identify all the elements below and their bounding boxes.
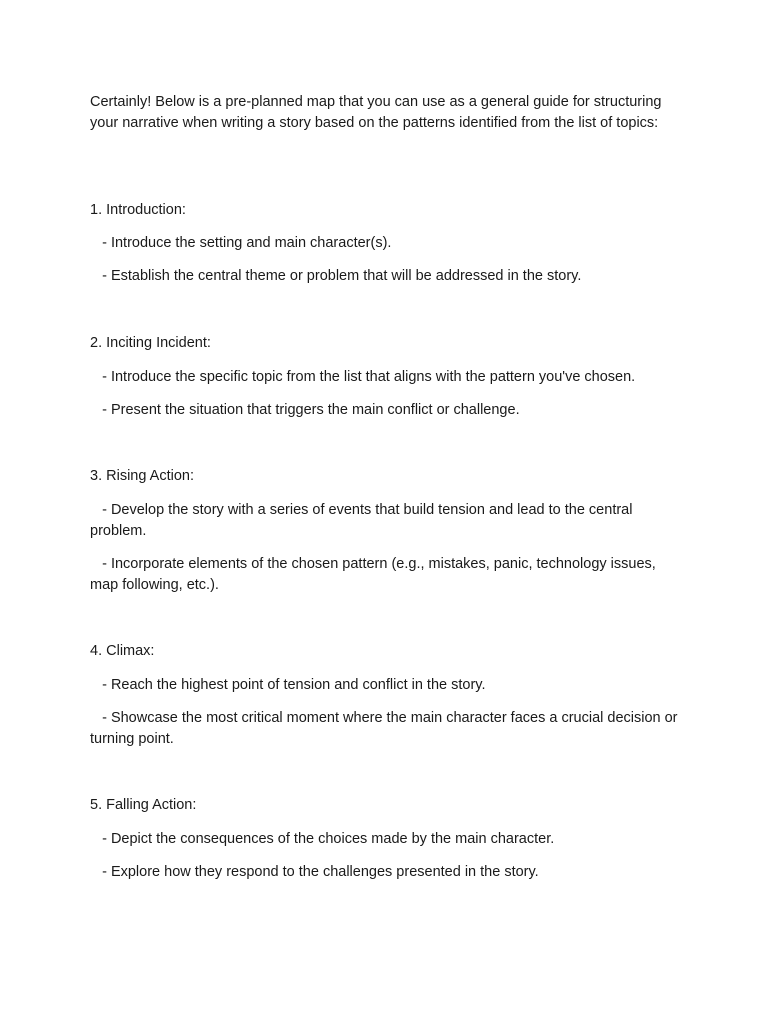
section-heading-falling-action: 5. Falling Action: (90, 797, 197, 813)
list-item: - Depict the consequences of the choices made by the main character. (90, 831, 555, 847)
list-item: - Incorporate elements of the chosen pattern (e.g., mistakes, panic, technology issues, map following, etc.). (90, 556, 660, 593)
list-item: - Establish the central theme or problem that will be addressed in the story. (90, 268, 582, 284)
list-item: - Explore how they respond to the challenges presented in the story. (90, 864, 539, 880)
list-item: - Introduce the setting and main character(s). (90, 235, 392, 251)
section-heading-rising-action: 3. Rising Action: (90, 468, 194, 484)
section-heading-introduction: 1. Introduction: (90, 202, 186, 218)
list-item: - Introduce the specific topic from the list that aligns with the pattern you've chosen. (90, 369, 636, 385)
list-item: - Develop the story with a series of events that build tension and lead to the central problem. (90, 502, 637, 539)
intro-paragraph: Certainly! Below is a pre-planned map that you can use as a general guide for structuring your narrative when writing a story based on the patterns identified from the list of topics: (90, 94, 666, 131)
list-item: - Reach the highest point of tension and conflict in the story. (90, 677, 486, 693)
section-heading-climax: 4. Climax: (90, 643, 155, 659)
list-item: - Present the situation that triggers the main conflict or challenge. (90, 402, 520, 418)
list-item: - Showcase the most critical moment where the main character faces a crucial decision or turning point. (90, 710, 682, 747)
section-heading-inciting-incident: 2. Inciting Incident: (90, 335, 211, 351)
